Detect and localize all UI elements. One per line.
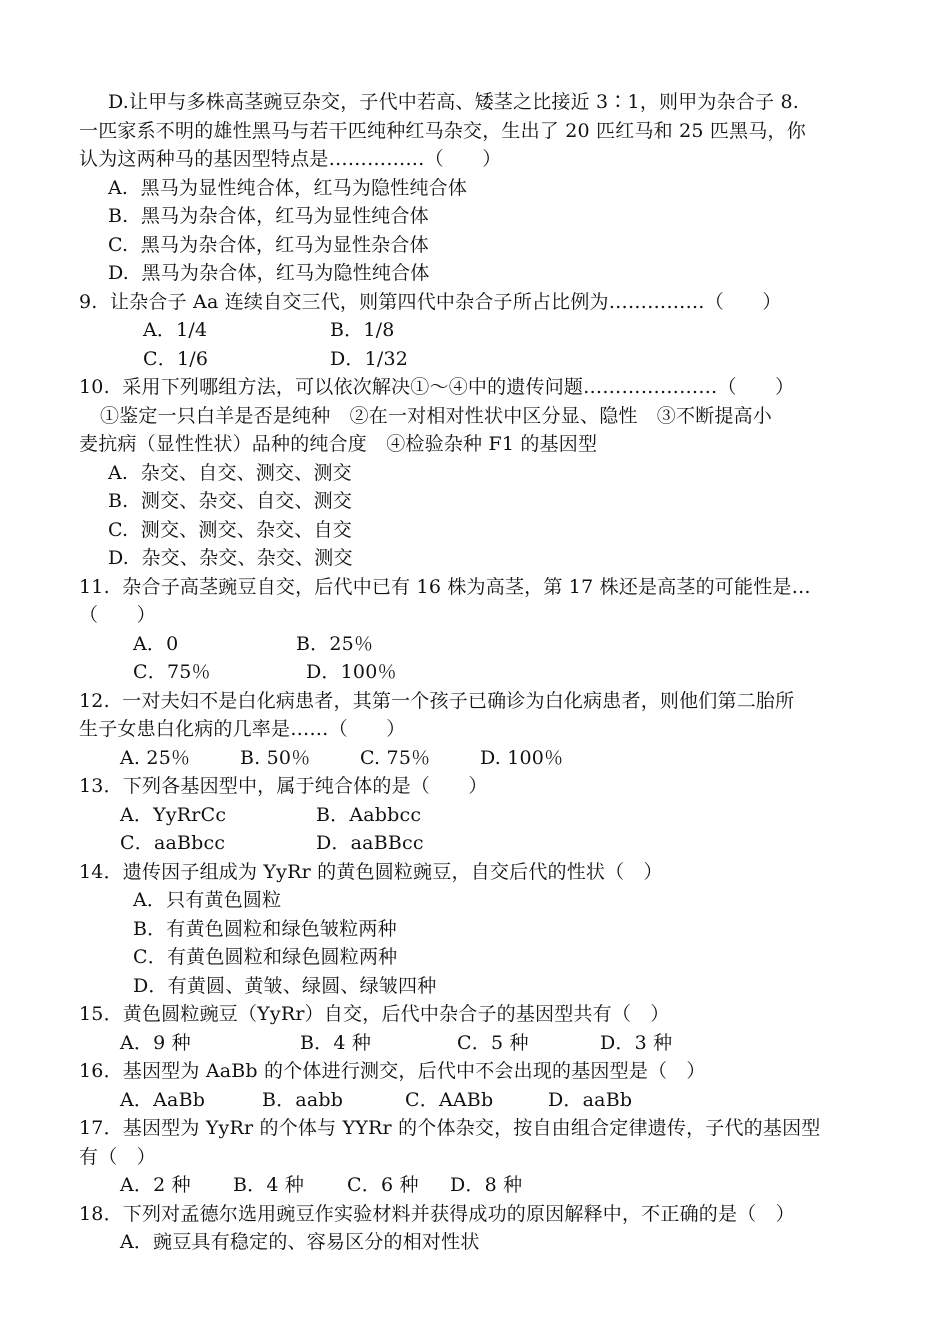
option-a: A．2 种 [120,1174,191,1196]
question-8-stem: 一匹家系不明的雄性黑马与若干匹纯种红马杂交，生出了 20 匹红马和 25 匹黑马，你 [79,120,806,142]
option-c: C．1/6 [143,348,209,370]
option-a: A. 黑马为显性纯合体，红马为隐性纯合体 [108,177,468,199]
option-a: A. 杂交、自交、测交、测交 [108,462,352,484]
text-line: D.让甲与多株高茎豌豆杂交，子代中若高、矮茎之比接近 3∶1，则甲为杂合子 8. [108,91,799,113]
answer-brackets: （ ） [79,604,156,626]
option-a: A．9 种 [120,1032,191,1054]
option-d: D．8 种 [450,1174,523,1196]
option-d: D．aaBBcc [316,832,424,854]
option-a: A．0 [133,633,179,655]
option-a: A．YyRrCc [120,804,227,826]
question-18-stem: 18．下列对孟德尔选用豌豆作实验材料并获得成功的原因解释中，不正确的是（ ） [79,1203,795,1225]
option-c: C. 75％ [360,747,431,769]
option-a: A．只有黄色圆粒 [133,889,282,911]
option-b: B．1/8 [330,319,395,341]
option-d: D．3 种 [600,1032,673,1054]
question-10-stem: 麦抗病（显性性状）品种的纯合度 ④检验杂种 F1 的基因型 [79,433,598,455]
option-d: D．100％ [306,661,397,683]
option-d: D. 黑马为杂合体，红马为隐性纯合体 [108,262,430,284]
option-b: B. 50％ [240,747,311,769]
option-d: D. 100％ [480,747,564,769]
question-13-stem: 13．下列各基因型中，属于纯合体的是（ ） [79,775,488,797]
option-c: C. 测交、测交、杂交、自交 [108,519,352,541]
option-b: B．25％ [296,633,374,655]
option-b: B. 测交、杂交、自交、测交 [108,490,353,512]
option-c: C．75％ [133,661,211,683]
question-12-stem: 生子女患白化病的几率是……（ ） [79,718,406,740]
option-d: D．aaBb [548,1089,633,1111]
option-a: A. 25％ [120,747,191,769]
option-d: D．有黄圆、黄皱、绿圆、绿皱四种 [133,975,437,997]
question-10-stem: 10. 采用下列哪组方法，可以依次解决①～④中的遗传问题…………………（ ） [79,376,795,398]
option-b: B．4 种 [300,1032,372,1054]
question-12-stem: 12. 一对夫妇不是白化病患者，其第一个孩子已确诊为白化病患者，则他们第二胎所 [79,690,795,712]
option-a: A．AaBb [120,1089,206,1111]
option-c: C．AABb [405,1089,494,1111]
question-9-stem: 9. 让杂合子 Aa 连续自交三代，则第四代中杂合子所占比例为……………（ ） [79,291,782,313]
question-17-stem: 有（ ） [79,1146,156,1168]
option-d: D. 杂交、杂交、杂交、测交 [108,547,353,569]
question-16-stem: 16．基因型为 AaBb 的个体进行测交，后代中不会出现的基因型是（ ） [79,1060,706,1082]
option-b: B．Aabbcc [316,804,422,826]
option-c: C．有黄色圆粒和绿色圆粒两种 [133,946,398,968]
option-a: A．1/4 [143,319,208,341]
question-17-stem: 17．基因型为 YyRr 的个体与 YYRr 的个体杂交，按自由组合定律遗传，子代的基因型 [79,1117,821,1139]
question-11-stem: 11. 杂合子高茎豌豆自交，后代中已有 16 株为高茎，第 17 株还是高茎的可能性是… [79,576,811,598]
option-c: C．5 种 [457,1032,529,1054]
option-b: B．4 种 [233,1174,305,1196]
question-10-stem: ①鉴定一只白羊是否是纯种 ②在一对相对性状中区分显、隐性 ③不断提高小 [100,405,773,427]
question-8-stem: 认为这两种马的基因型特点是……………（ ） [79,148,502,170]
option-b: B．有黄色圆粒和绿色皱粒两种 [133,918,397,940]
option-c: C. 黑马为杂合体，红马为显性杂合体 [108,234,429,256]
option-d: D．1/32 [330,348,409,370]
option-c: C．6 种 [347,1174,419,1196]
option-b: B. 黑马为杂合体，红马为显性纯合体 [108,205,429,227]
option-c: C．aaBbcc [120,832,226,854]
question-15-stem: 15．黄色圆粒豌豆（YyRr）自交，后代中杂合子的基因型共有（ ） [79,1003,670,1025]
option-b: B．aabb [262,1089,344,1111]
option-a: A．豌豆具有稳定的、容易区分的相对性状 [120,1231,480,1253]
question-14-stem: 14．遗传因子组成为 YyRr 的黄色圆粒豌豆，自交后代的性状（ ） [79,861,663,883]
